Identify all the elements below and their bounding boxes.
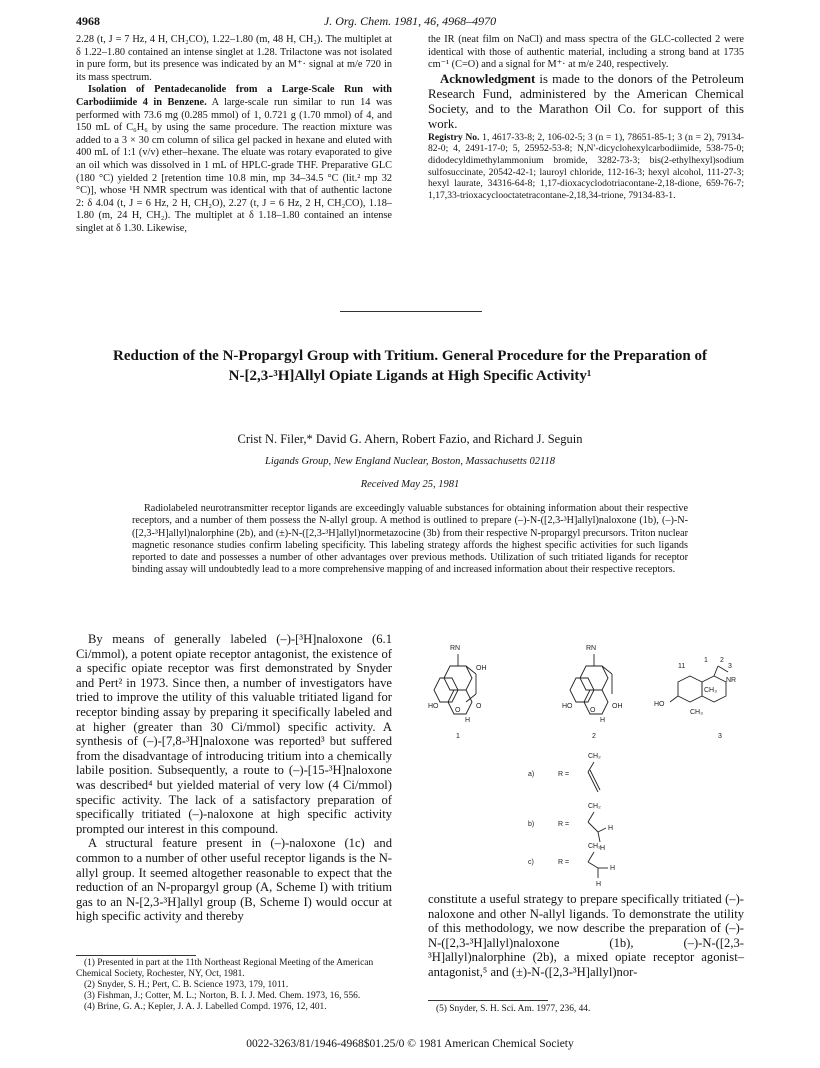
rn-label-1: RN bbox=[450, 645, 461, 652]
o-label-1: O bbox=[455, 707, 461, 714]
experimental-paragraph: 2.28 (t, J = 7 Hz, 4 H, CH₂CO), 1.22–1.80 (m, 48 H, CH₂). The multiplet at δ 1.22–1.80 contained an intense singlet at 1.28. Trilactone was not isolated in pure form, but its presence was indicated by an M⁺· signal at m/e 720 in its mass spectrum. bbox=[76, 34, 392, 83]
top-left-column bbox=[76, 34, 392, 236]
registry-body: 1, 4617-33-8; 2, 106-02-5; 3 (n = 1), 78651-85-1; 3 (n = 2), 79134-82-0; 4, 2491-17-0; 5, 25952-53-8; N,N′-dicyclohexylcarbodiimide, 538-75-0; didodecyldimethylammonium bromide, 3282-73-3; bis(2-ethylhexyl)sodium sulfosuccinate, 20542-42-1; lauroyl chloride, 112-16-3; hexyl alcohol, 111-27-3; hexyl laurate, 34316-64-8; 1,17-dioxacyclodotriacontane-2,18-dione, 659-76-7; 1,17,33-trioxacyclooctatetracontane-2,18,34-trione, 79134-83-1. bbox=[428, 131, 744, 201]
intro-paragraph-2: A structural feature present in (–)-naloxone (1c) and common to a number of other useful receptor ligands is the N-allyl group. It seemed altogether reasonable to expect that the reduction of an N-propargyl group (A, Scheme I) with tritium gas to an N-[2,3-³H]allyl group (B, Scheme I) would occur at high specific activity and thereby bbox=[76, 836, 392, 924]
rn-label-2: RN bbox=[586, 645, 597, 652]
footnote-4: (4) Brine, G. A.; Kepler, J. A. J. Labelled Compd. 1976, 12, 401. bbox=[84, 1002, 327, 1013]
ir-paragraph: the IR (neat film on NaCl) and mass spectra of the GLC-collected 2 were identical with those of authentic material, including a strong band at 1735 cm⁻¹ (C=O) and a signal for M⁺· at m/e 240, respectively. bbox=[428, 34, 744, 71]
footnotes-right bbox=[428, 1004, 744, 1015]
page-number: 4968 bbox=[76, 14, 100, 28]
chemical-structures-figure bbox=[428, 632, 744, 888]
ch3-label-b: CH₃ bbox=[690, 709, 703, 716]
row-a-label: a) bbox=[528, 771, 535, 778]
r-equals-c: R = bbox=[558, 859, 570, 866]
isolation-body: A large-scale run similar to run 14 was performed with 73.6 mg (0.285 mmol) of 1, 0.721 g (1.70 mmol) of 4, and 150 mL of C₆H₆ by using the same procedure. The reaction mixture was added to a 3 × 30 cm column of silica gel packed in hexane and eluted with 400 mL of 1:1 (v/v) ether–hexane. The eluate was rotary evaporated to give an oil which was dissolved in 1 mL of HPLC-grade THF. Preparative GLC (180 °C) yielded 2 [retention time 10.8 min, mp 34–34.5 °C (lit.² mp 32 °C)], whose ¹H NMR spectrum was identical with that of authentic lactone 2: δ 4.04 (t, J = 6 Hz, 2 H, CH₂O), 2.27 (t, J = 6 Hz, 2 H, CH₂CO), 1.18–1.80 (m, 24 H, CH₂). The multiplet at δ 1.18–1.80 contained an intense singlet at δ 1.30. Likewise, bbox=[76, 96, 392, 234]
atom-number-2: 2 bbox=[720, 657, 724, 664]
o-label-2: O bbox=[590, 707, 596, 714]
section-divider bbox=[340, 311, 482, 312]
footnote-3: (3) Fishman, J.; Cotter, M. L.; Norton, B. I. J. Med. Chem. 1973, 16, 556. bbox=[84, 991, 361, 1002]
structures-svg bbox=[428, 632, 744, 888]
registry-heading: Registry No. bbox=[428, 131, 480, 143]
ho-label-1: HO bbox=[428, 703, 439, 710]
h-label-1: H bbox=[465, 717, 471, 724]
oh-label-1: OH bbox=[476, 665, 487, 672]
footnotes-left bbox=[76, 958, 392, 1013]
intro-paragraph-3: constitute a useful strategy to prepare specifically tritiated (–)-naloxone and other N-allyl ligands. To demonstrate the utility of this methodology, we now describe the preparation of (–)-N-([2,3-³H]allyl)naloxone (1b), (–)-N-([2,3-³H]allyl)nalorphine (2b), a mixed opiate receptor agonist–antagonist,⁵ and (±)-N-([2,3-³H]allyl)nor- bbox=[428, 892, 744, 979]
author-list: Crist N. Filer,* David G. Ahern, Robert Fazio, and Richard J. Seguin bbox=[237, 432, 583, 446]
ho-label-2: HO bbox=[562, 703, 573, 710]
h-label-2: H bbox=[600, 717, 606, 724]
footnote-1: (1) Presented in part at the 11th Northeast Regional Meeting of the American Chemical Society, Rochester, NY, Oct, 1981. bbox=[76, 958, 374, 980]
body-right-column bbox=[428, 892, 744, 980]
row-c-label: c) bbox=[528, 859, 534, 866]
structure-2-label: 2 bbox=[592, 733, 596, 740]
acknowledgment-heading: Acknowledgment bbox=[440, 71, 536, 86]
abstract: Radiolabeled neurotransmitter receptor ligands are exceedingly valuable substances for obtaining information about their respective receptors, and a number of them possess the N-allyl group. A method is outlined to prepare (–)-N-([2,3-³H]allyl)naloxone (1b), (–)-N-([2,3-³H]allyl)nalorphine (2b), and (±)-N-([2,3-³H]allyl)normetazocine (3b) from their respective N-propargyl precursors. Triton nuclear magnetic resonance studies confirm labeling specificity. This labeling strategy affords the highest specific activities for such ligands reported to date and possesses a number of other advantages over previous methods. Utilization of such tritiated ligands for receptor binding assay will undoubtedly lead to a more comprehensive mapping of and increased information about their respective receptors. bbox=[132, 503, 688, 576]
footnote-5: (5) Snyder, S. H. Sci. Am. 1977, 236, 44. bbox=[436, 1004, 591, 1014]
structure-1-label: 1 bbox=[456, 733, 460, 740]
page-header bbox=[76, 14, 744, 30]
r-equals-a: R = bbox=[558, 771, 570, 778]
r-equals-b: R = bbox=[558, 821, 570, 828]
atom-number-11: 11 bbox=[678, 663, 686, 670]
o-label-1b: O bbox=[476, 703, 482, 710]
footnote-2: (2) Snyder, S. H.; Pert, C. B. Science 1973, 179, 1011. bbox=[84, 980, 289, 991]
structure-3-label: 3 bbox=[718, 733, 722, 740]
isolation-heading: Isolation of Pentadecanolide from a Large-Scale Run with Carbodiimide 4 in Benzene. bbox=[76, 84, 392, 108]
isolation-paragraph bbox=[76, 84, 392, 235]
acknowledgment-paragraph bbox=[428, 72, 744, 132]
ch2-label-b: CH₂ bbox=[588, 803, 601, 810]
h-label-c1: H bbox=[610, 865, 616, 872]
ch2-label-a: CH₂ bbox=[588, 753, 601, 760]
copyright-footer: 0022-3263/81/1946-4968$01.25/0 © 1981 American Chemical Society bbox=[246, 1038, 574, 1050]
footnote-divider-left bbox=[76, 955, 196, 956]
registry-paragraph bbox=[428, 132, 744, 202]
oh-label-2: OH bbox=[612, 703, 623, 710]
h-label-b1: H bbox=[608, 825, 614, 832]
affiliation: Ligands Group, New England Nuclear, Boston, Massachusetts 02118 bbox=[265, 456, 555, 467]
atom-number-1: 1 bbox=[704, 657, 708, 664]
nr-label-3: NR bbox=[726, 677, 737, 684]
atom-number-3: 3 bbox=[728, 663, 732, 670]
footnote-divider-right bbox=[428, 1000, 548, 1001]
received-date: Received May 25, 1981 bbox=[360, 479, 460, 490]
ch2-label-c: CH₂ bbox=[588, 843, 601, 850]
acknowledgment-body: is made to the donors of the Petroleum Research Fund, administered by the American Chemical Society, and to the Marathon Oil Co. for support of this work. bbox=[428, 71, 744, 131]
ho-label-3: HO bbox=[654, 701, 665, 708]
body-left-column bbox=[76, 632, 392, 924]
ch3-label-a: CH₃ bbox=[704, 687, 717, 694]
row-b-label: b) bbox=[528, 821, 535, 828]
top-right-column bbox=[428, 34, 744, 201]
journal-citation: J. Org. Chem. 1981, 46, 4968–4970 bbox=[323, 14, 497, 28]
article-title: Reduction of the N-Propargyl Group with Tritium. General Procedure for the Preparation of N-[2,3-³H]Allyl Opiate Ligands at High Specific Activity¹ bbox=[113, 348, 707, 384]
intro-paragraph-1: By means of generally labeled (–)-[³H]naloxone (6.1 Ci/mmol), a potent opiate receptor antagonist, the existence of a specific opiate receptor was first demonstrated by Snyder and Pert² in 1973. Since then, a number of investigators have tried to improve the utility of this valuable tritiated ligand for receptor binding assay by preparing it specifically labeled and at higher (greater than 30 Ci/mmol) specific activity. A synthesis of (–)-[7,8-³H]naloxone was reported³ but suffered from the disadvantage of introducing tritium into a chemically labile position. Subsequently, a route to (–)-[15-³H]naloxone was described⁴ but yielded material of very low (4 Ci/mmol) specific activity. The lack of a satisfactory preparation of specifically tritiated (–)-naloxone at high specific activity prompted our interest in this compound. bbox=[76, 632, 392, 836]
h-label-c2: H bbox=[596, 881, 602, 888]
h-label-b2: H bbox=[600, 845, 606, 852]
